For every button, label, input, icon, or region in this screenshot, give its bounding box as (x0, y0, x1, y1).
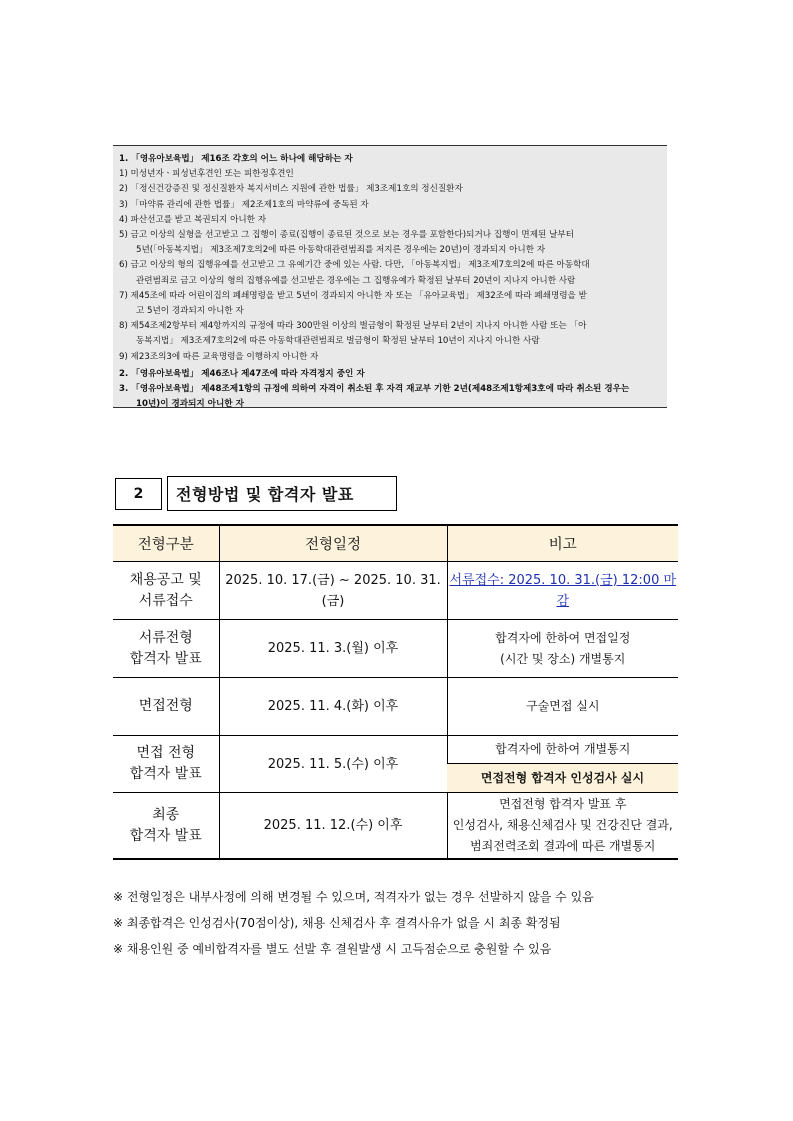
note-line: ※ 최종합격은 인성검사(70점이상), 채용 신체검사 후 결격사유가 없을 시 최종 확정됨 (113, 916, 561, 930)
disq-line: 10년)이 경과되지 아니한 자 (136, 399, 244, 410)
disq-line: 3) 「마약류 관리에 관한 법률」 제2조제1호의 마약류에 중독된 자 (119, 199, 369, 210)
note-cell (447, 620, 678, 678)
note-text: 합격자에 한하여 면접일정 (495, 630, 631, 645)
note-cell (447, 736, 678, 764)
stage-text: 합격자 발표 (129, 650, 202, 667)
disq-line: 1) 미성년자ㆍ피성년후견인 또는 피한정후견인 (119, 169, 294, 180)
note-line: ※ 전형일정은 내부사정에 의해 변경될 수 있으며, 적격자가 없는 경우 선발하지 않을 수 있음 (113, 890, 594, 904)
note-cell (447, 562, 678, 620)
header-note: 비고 (447, 525, 678, 562)
note-cell (447, 793, 678, 860)
note-line: ※ 채용인원 중 예비합격자를 별도 선발 후 결원발생 시 고득점순으로 충원할 수 있음 (113, 942, 552, 956)
notes-block (113, 884, 713, 962)
note-text: 합격자에 한하여 개별통지 (495, 742, 631, 756)
note-text: (시간 및 장소) 개별통지 (500, 651, 626, 666)
note-cell (447, 678, 678, 736)
disq-line: 9) 제23조의3에 따른 교육명령을 이행하지 아니한 자 (119, 351, 319, 362)
date-cell: 2025. 10. 17.(금) ~ 2025. 10. 31.(금) (219, 562, 447, 620)
disqualification-box (113, 145, 667, 408)
disq-line: 2. 「영유아보육법」 제46조나 제47조에 따라 자격정지 중인 자 (119, 368, 365, 379)
stage-text: 채용공고 및 (129, 571, 202, 588)
disq-line: 5년(「아동복지법」 제3조제7호의2에 따른 아동학대관련범죄를 저지른 경우에는 20년)이 경과되지 아니한 자 (136, 245, 546, 256)
disq-line: 6) 금고 이상의 형의 집행유예를 선고받고 그 유예기간 중에 있는 사람. 다만, 「아동복지법」 제3조제7호의2에 따른 아동학대 (119, 260, 590, 271)
note-cell-highlight: 면접전형 합격자 인성검사 실시 (447, 764, 678, 793)
table-row (113, 736, 678, 764)
disq-line: 4) 파산선고를 받고 복권되지 아니한 자 (119, 214, 267, 225)
note-text: 구술면접 실시 (526, 699, 600, 713)
stage-text: 면접전형 (138, 698, 193, 714)
schedule-table (113, 524, 678, 860)
disq-line: 2) 「정신건강증진 및 정신질환자 복지서비스 지원에 관한 법률」 제3조제1호의 정신질환자 (119, 184, 463, 195)
disq-line: 관련범죄로 금고 이상의 형의 집행유예를 선고받은 경우에는 그 집행유예가 확정된 날부터 20년이 지나지 아니한 사람 (136, 275, 576, 286)
stage-text: 합격자 발표 (129, 827, 202, 844)
stage-cell (113, 793, 219, 860)
header-stage: 전형구분 (113, 525, 219, 562)
stage-text: 합격자 발표 (129, 766, 202, 782)
stage-cell (113, 678, 219, 736)
table-row (113, 562, 678, 620)
table-row (113, 620, 678, 678)
section-number: 2 (115, 478, 162, 510)
date-cell: 2025. 11. 12.(수) 이후 (219, 793, 447, 860)
disq-line: 3. 「영유아보육법」 제48조제1항의 규정에 의하여 자격이 취소된 후 자격 재교부 기한 2년(제48조제1항제3호에 따라 취소된 경우는 (119, 384, 630, 395)
disq-line: 8) 제54조제2항부터 제4항까지의 규정에 따라 300만원 이상의 벌금형이 확정된 날부터 2년이 지나지 아니한 사람 또는 「아 (119, 321, 587, 332)
date-cell: 2025. 11. 3.(월) 이후 (219, 620, 447, 678)
table-header-row (113, 525, 678, 562)
stage-text: 서류접수 (138, 592, 193, 609)
deadline-link[interactable]: 서류접수: 2025. 10. 31.(금) 12:00 마감 (449, 572, 677, 609)
table-row (113, 793, 678, 860)
note-text: 면접전형 합격자 발표 후 (499, 797, 627, 811)
disq-line: 7) 제45조에 따라 어린이집의 폐쇄명령을 받고 5년이 경과되지 아니한 자 또는 「유아교육법」 제32조에 따라 폐쇄명령을 받 (119, 290, 587, 301)
disq-line: 1. 「영유아보육법」 제16조 각호의 어느 하나에 해당하는 자 (119, 154, 353, 164)
table-row (113, 678, 678, 736)
disq-line: 동복지법」 제3조제7호의2에 따른 아동학대관련범죄로 벌금형이 확정된 날부터 10년이 지나지 아니한 사람 (136, 336, 540, 347)
stage-cell (113, 562, 219, 620)
stage-cell (113, 620, 219, 678)
section-title: 전형방법 및 합격자 발표 (167, 476, 397, 511)
disq-line: 5) 금고 이상의 실형을 선고받고 그 집행이 종료(집행이 종료된 것으로 보는 경우를 포함한다)되거나 집행이 면제된 날부터 (119, 230, 574, 241)
header-date: 전형일정 (219, 525, 447, 562)
stage-text: 최종 (152, 806, 180, 823)
note-text: 인성검사, 채용신체검사 및 건강진단 결과, (452, 818, 673, 832)
stage-text: 서류전형 (138, 629, 193, 646)
disq-line: 고 5년이 경과되지 아니한 자 (136, 306, 244, 317)
date-cell: 2025. 11. 4.(화) 이후 (219, 678, 447, 736)
note-text: 범죄전력조회 결과에 따른 개별통지 (470, 839, 656, 853)
stage-cell (113, 736, 219, 793)
date-cell: 2025. 11. 5.(수) 이후 (219, 736, 447, 793)
stage-text: 면접 전형 (136, 745, 196, 761)
